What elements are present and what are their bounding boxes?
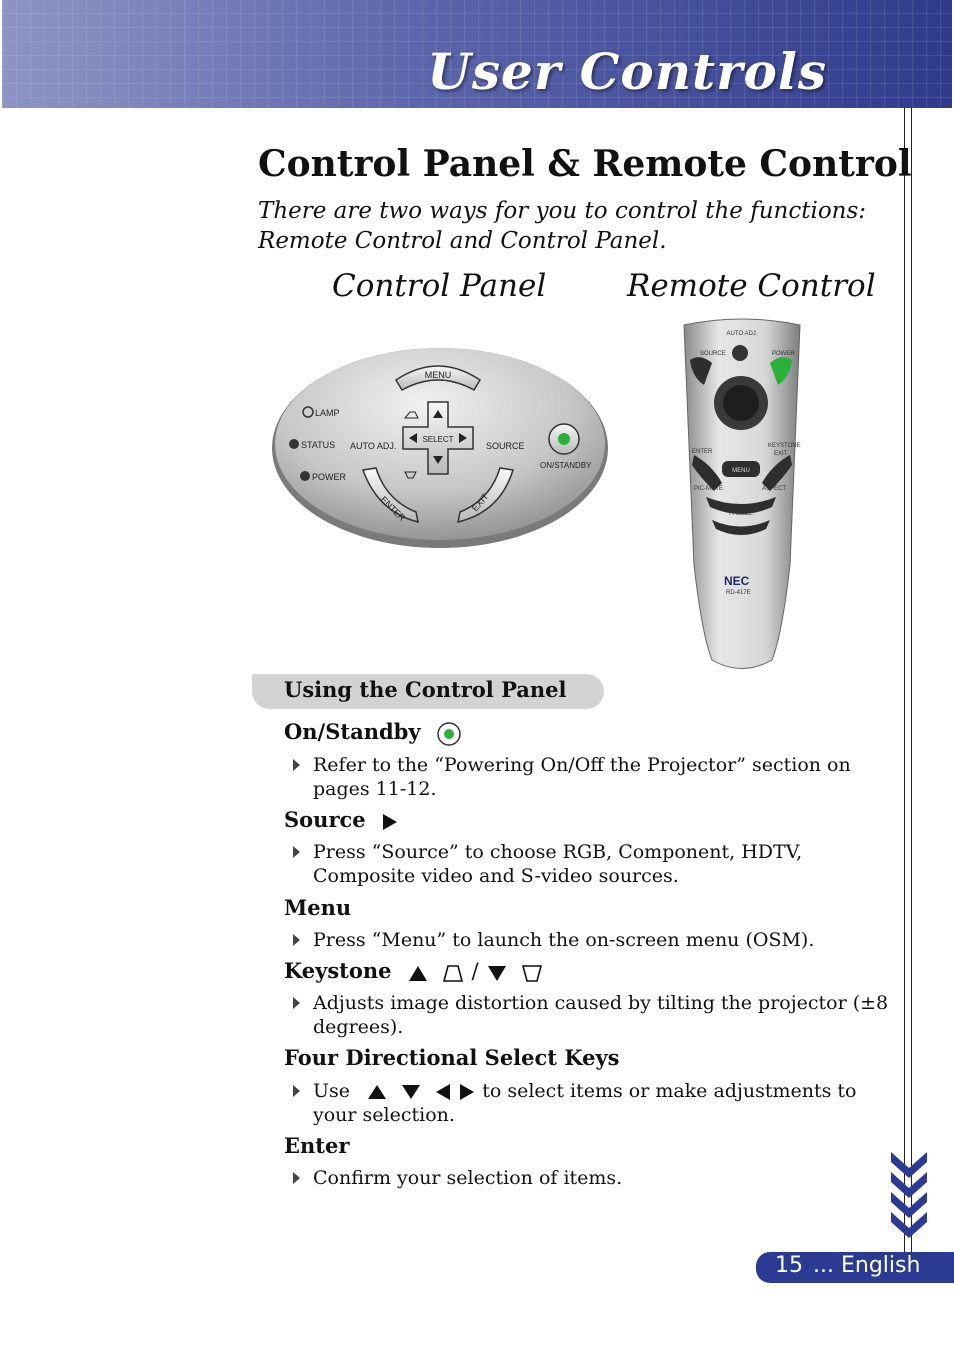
bullet-icon [293, 934, 300, 946]
chevrons-down-icon [888, 1152, 930, 1244]
remote-aspect-label: ASPECT [762, 486, 787, 492]
on-standby-heading [284, 719, 462, 747]
source-text: Press “Source” to choose RGB, Component, HDTV, Composite video and S-video sources. [313, 841, 803, 887]
triangle-down-icon [486, 963, 508, 983]
bullet-icon [293, 1085, 300, 1097]
arrow-down-icon [400, 1083, 422, 1101]
keystone-heading [284, 958, 543, 983]
remote-pic-mute-label: PIC-MUTE [694, 486, 723, 492]
section-title: Using the Control Panel [284, 677, 567, 702]
control-panel-illustration [268, 340, 613, 559]
panel-power-label: POWER [312, 472, 347, 482]
on-standby-heading-text: On/Standby [284, 719, 421, 744]
remote-freeze-label: FREEZE [729, 511, 753, 517]
remote-enter-label: ENTER [692, 449, 713, 455]
margin-rule-right [911, 108, 912, 1258]
arrow-left-icon [434, 1083, 452, 1101]
keystone-up-icon [442, 963, 464, 983]
remote-keystone-label: KEYSTONE [768, 443, 801, 449]
remote-control-heading: Remote Control [627, 268, 876, 304]
directional-keys-use: Use [313, 1080, 351, 1102]
directional-keys-rest: to select items or make adjustments to your selection. [313, 1080, 857, 1126]
panel-status-label: STATUS [301, 440, 336, 450]
enter-heading: Enter [284, 1133, 350, 1158]
panel-source-label: SOURCE [486, 441, 525, 451]
margin-rule-left [904, 108, 905, 1258]
remote-control-illustration [672, 315, 812, 679]
page-title: Control Panel & Remote Control [258, 143, 912, 185]
enter-text: Confirm your selection of items. [313, 1167, 623, 1189]
panel-menu-label: MENU [424, 370, 452, 380]
remote-power-label: POWER [772, 351, 795, 357]
bullet-icon [293, 846, 300, 858]
remote-model-label: RD-417E [726, 590, 751, 596]
intro-text: There are two ways for you to control the functions: Remote Control and Control Panel. [258, 198, 867, 254]
section-bar [252, 674, 604, 709]
power-button-icon [436, 721, 462, 747]
bullet-icon [293, 1172, 300, 1184]
remote-brand-logo: NEC [724, 574, 750, 588]
control-panel-heading: Control Panel [332, 268, 547, 304]
directional-keys-heading: Four Directional Select Keys [284, 1045, 620, 1070]
page-number: 15 [775, 1253, 803, 1278]
arrow-right-icon [458, 1083, 476, 1101]
bullet-icon [293, 759, 300, 771]
header-banner [2, 0, 952, 108]
arrow-up-icon [366, 1083, 388, 1101]
remote-source-label: SOURCE [700, 351, 726, 357]
panel-select-label: SELECT [422, 435, 454, 444]
triangle-up-icon [407, 963, 429, 983]
panel-lamp-label: LAMP [315, 408, 340, 418]
page-language: ... English [813, 1253, 921, 1278]
panel-exit-label: EXIT [469, 491, 491, 514]
menu-text: Press “Menu” to launch the on-screen menu (OSM). [313, 929, 815, 951]
remote-menu-label: MENU [732, 468, 750, 474]
keystone-text: Adjusts image distortion caused by tilting the projector (±8 degrees). [313, 992, 889, 1038]
keystone-heading-text: Keystone [284, 958, 392, 983]
source-heading [284, 807, 399, 832]
directional-keys-text [313, 1079, 893, 1127]
page-number-tab [756, 1252, 954, 1283]
source-heading-text: Source [284, 807, 366, 832]
chapter-title: User Controls [427, 42, 827, 101]
panel-on-standby-label: ON/STANDBY [540, 461, 592, 470]
keystone-down-icon [521, 963, 543, 983]
keystone-separator: / [471, 959, 479, 983]
remote-exit-label: EXIT [774, 451, 788, 457]
triangle-right-icon [379, 812, 399, 832]
panel-auto-adj-label: AUTO ADJ. [350, 441, 397, 451]
remote-auto-adj-label: AUTO ADJ. [726, 331, 758, 337]
menu-heading: Menu [284, 895, 352, 920]
panel-enter-label: ENTER [378, 494, 408, 523]
bullet-icon [293, 997, 300, 1009]
on-standby-text: Refer to the “Powering On/Off the Projector” section on pages 11-12. [313, 754, 851, 800]
